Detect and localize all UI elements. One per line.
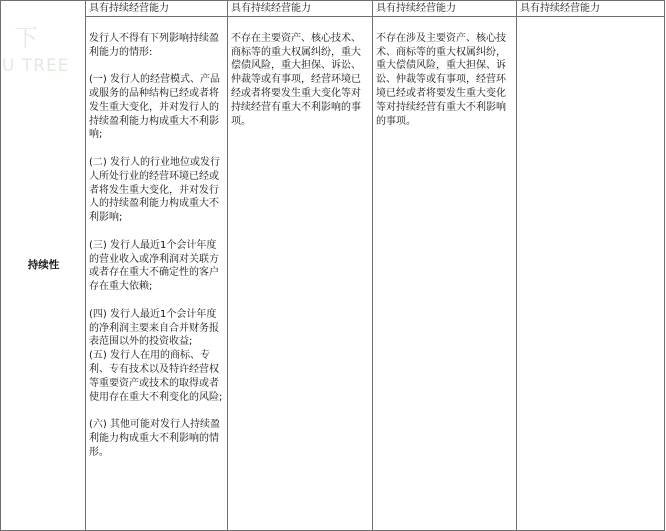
cell-col4-empty <box>517 17 665 531</box>
col3-text: 不存在涉及主要资产、核心技术、商标等的重大权属纠纷，重大偿债风险，重大担保、诉讼、仲裁等或有事项，经营环境已经或者将要发生重大变化等对持续经营有重大不利影响的事项。 <box>376 32 506 127</box>
col1-item-5: (五) 发行人在用的商标、专利、专有技术以及特许经营权等重要资产或技术的取得或者使用存在重大不利变化的风险; <box>89 350 223 403</box>
cell-col1-requirements <box>86 17 228 531</box>
col1-item-2: (二) 发行人的行业地位或发行人所处行业的经营环境已经或者将发生重大变化，并对发行人的持续盈利能力构成重大不利影响; <box>89 156 220 224</box>
col1-item-4: (四) 发行人最近1个会计年度的净利润主要来自合并财务报表范围以外的投资收益; <box>89 308 219 348</box>
col1-item-6: (六) 其他可能对发行人持续盈利能力构成重大不利影响的情形。 <box>89 419 220 458</box>
col1-intro: 发行人不得有下列影响持续盈利能力的情形: <box>89 32 219 58</box>
col1-item-3: (三) 发行人最近1个会计年度的营业收入或净利润对关联方或者存在重大不确定性的客户存在重大依赖; <box>89 239 219 293</box>
column-header-1: 具有持续经营能力 <box>86 1 228 17</box>
watermark-text-top: 下 <box>14 24 38 52</box>
column-header-4: 具有持续经营能力 <box>517 1 665 17</box>
cell-col3-description <box>373 17 517 531</box>
table-row-content <box>1 17 665 531</box>
cell-col2-description <box>228 17 373 531</box>
watermark-text-bottom: U TREE <box>2 56 70 76</box>
table-row-header <box>1 1 665 17</box>
column-header-3: 具有持续经营能力 <box>373 1 517 17</box>
row-label-sustainability: 持续性 <box>1 1 86 531</box>
col1-item-1: (一) 发行人的经营模式、产品或服务的品种结构已经或者将发生重大变化，并对发行人的持续盈利能力构成重大不利影响; <box>89 74 220 141</box>
col2-text: 不存在主要资产、核心技术、商标等的重大权属纠纷，重大偿债风险，重大担保、诉讼、仲裁等或有事项，经营环境已经或者将要发生重大变化等对持续经营有重大不利影响的事项。 <box>231 32 361 127</box>
column-header-2: 具有持续经营能力 <box>228 1 373 17</box>
